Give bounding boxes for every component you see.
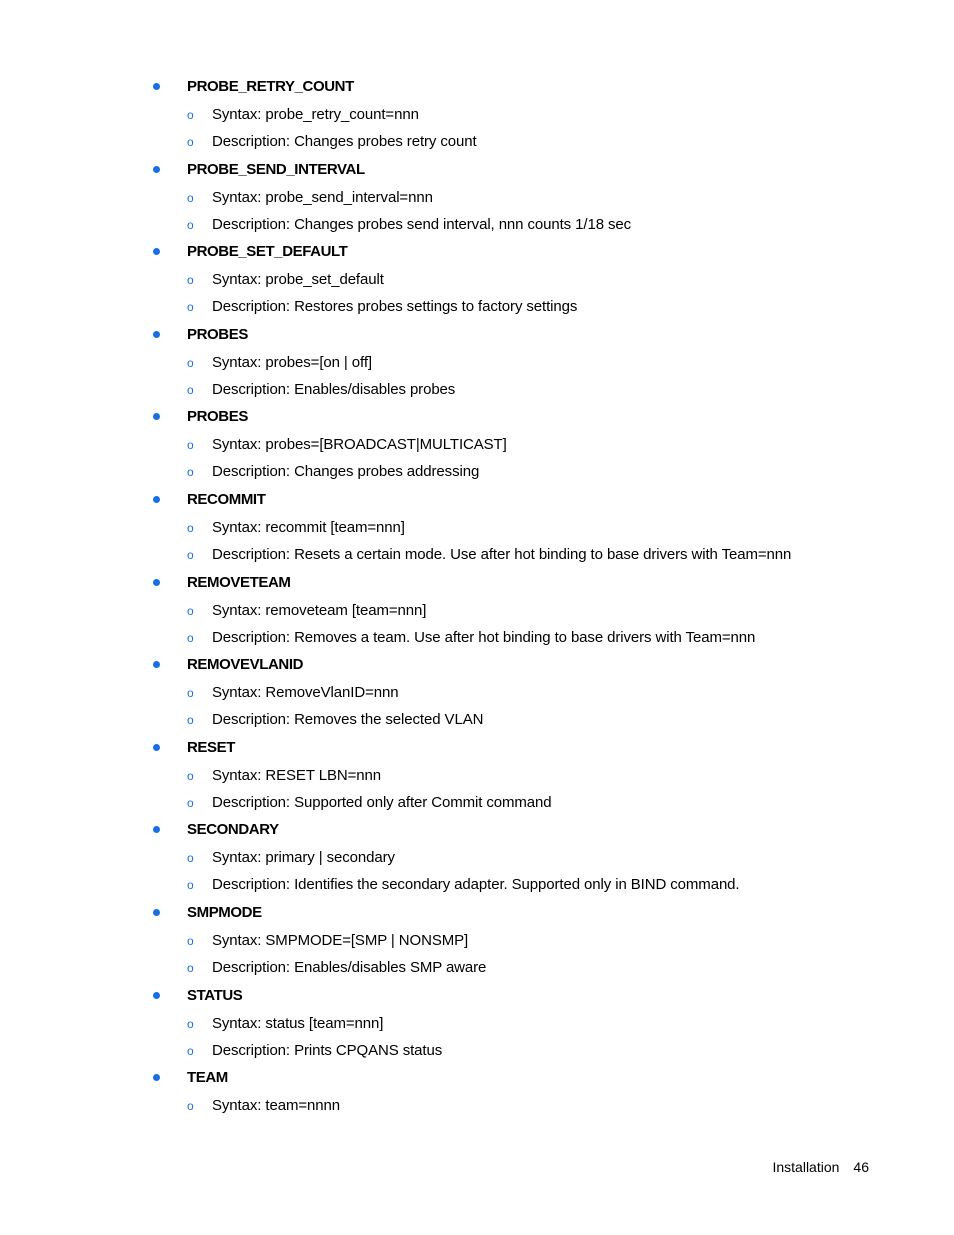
description-text: Description: Enables/disables probes [212, 380, 456, 398]
description-text: Description: Enables/disables SMP aware [212, 958, 487, 976]
circle-bullet-icon: o [187, 547, 194, 562]
circle-bullet-icon: o [187, 300, 194, 315]
bullet-icon [153, 579, 160, 586]
circle-bullet-icon: o [187, 795, 194, 810]
syntax-text: Syntax: RESET LBN=nnn [212, 766, 381, 784]
bullet-icon [153, 248, 160, 255]
syntax-line [0, 1095, 954, 1117]
description-line [0, 627, 954, 649]
description-line [0, 792, 954, 814]
circle-bullet-icon: o [187, 933, 194, 948]
page-number: 46 [853, 1159, 869, 1175]
syntax-text: Syntax: recommit [team=nnn] [212, 518, 405, 536]
description-text: Description: Removes a team. Use after hot binding to base drivers with Team=nnn [212, 628, 756, 646]
circle-bullet-icon: o [187, 630, 194, 645]
command-name: PROBES [187, 325, 248, 343]
circle-bullet-icon: o [187, 465, 194, 480]
description-text: Description: Resets a certain mode. Use after hot binding to base drivers with Team=nnn [212, 545, 792, 563]
page-footer [772, 1157, 869, 1177]
command-item [0, 486, 954, 569]
bullet-icon [153, 413, 160, 420]
command-name: RECOMMIT [187, 490, 266, 508]
command-name: REMOVEVLANID [187, 656, 304, 674]
syntax-line [0, 1013, 954, 1035]
command-item [0, 734, 954, 817]
command-name: SECONDARY [187, 821, 279, 839]
command-name: PROBE_RETRY_COUNT [187, 78, 354, 95]
command-name: TEAM [187, 1069, 228, 1087]
command-name: PROBE_SEND_INTERVAL [187, 160, 365, 178]
syntax-line [0, 765, 954, 787]
command-item [0, 1064, 954, 1147]
circle-bullet-icon: o [187, 851, 194, 866]
syntax-text: Syntax: status [team=nnn] [212, 1014, 384, 1032]
syntax-line [0, 269, 954, 291]
circle-bullet-icon: o [187, 438, 194, 453]
description-text: Description: Restores probes settings to factory settings [212, 298, 578, 316]
description-line [0, 544, 954, 566]
syntax-text: Syntax: probes=[on | off] [212, 353, 372, 371]
syntax-text: Syntax: probe_retry_count=nnn [212, 106, 419, 123]
command-item [0, 321, 954, 404]
syntax-text: Syntax: team=nnnn [212, 1097, 340, 1115]
circle-bullet-icon: o [187, 520, 194, 535]
circle-bullet-icon: o [187, 1043, 194, 1058]
syntax-line [0, 352, 954, 374]
command-name: SMPMODE [187, 903, 262, 921]
syntax-text: Syntax: removeteam [team=nnn] [212, 601, 427, 619]
command-item [0, 569, 954, 652]
description-text: Description: Supported only after Commit command [212, 793, 552, 811]
description-line [0, 379, 954, 401]
command-item [0, 982, 954, 1065]
command-item [0, 156, 954, 239]
circle-bullet-icon: o [187, 1099, 194, 1114]
bullet-icon [153, 826, 160, 833]
circle-bullet-icon: o [187, 878, 194, 893]
circle-bullet-icon: o [187, 960, 194, 975]
circle-bullet-icon: o [187, 768, 194, 783]
command-name: RESET [187, 738, 236, 756]
description-line [0, 214, 954, 236]
syntax-line [0, 187, 954, 209]
syntax-line [0, 434, 954, 456]
circle-bullet-icon: o [187, 273, 194, 288]
description-text: Description: Removes the selected VLAN [212, 711, 484, 729]
syntax-line [0, 930, 954, 952]
description-line [0, 461, 954, 483]
circle-bullet-icon: o [187, 108, 194, 122]
bullet-icon [153, 744, 160, 751]
syntax-text: Syntax: probe_send_interval=nnn [212, 188, 433, 206]
syntax-line [0, 847, 954, 869]
command-name: STATUS [187, 986, 243, 1004]
command-item [0, 651, 954, 734]
command-list [0, 73, 954, 1147]
syntax-text: Syntax: probes=[BROADCAST|MULTICAST] [212, 436, 507, 454]
description-text: Description: Changes probes retry count [212, 133, 477, 150]
description-text: Description: Prints CPQANS status [212, 1041, 443, 1059]
command-item [0, 899, 954, 982]
description-line [0, 131, 954, 153]
description-line [0, 874, 954, 896]
circle-bullet-icon: o [187, 217, 194, 232]
description-line [0, 709, 954, 731]
command-item [0, 816, 954, 899]
command-item [0, 238, 954, 321]
command-name: PROBES [187, 408, 248, 426]
circle-bullet-icon: o [187, 355, 194, 370]
circle-bullet-icon: o [187, 713, 194, 728]
syntax-text: Syntax: probe_set_default [212, 271, 384, 289]
circle-bullet-icon: o [187, 135, 194, 149]
bullet-icon [153, 992, 160, 999]
bullet-icon [153, 661, 160, 668]
bullet-icon [153, 496, 160, 503]
bullet-icon [153, 83, 160, 90]
syntax-text: Syntax: primary | secondary [212, 849, 395, 867]
description-text: Description: Identifies the secondary adapter. Supported only in BIND command. [212, 876, 740, 894]
description-text: Description: Changes probes send interval, nnn counts 1/18 sec [212, 215, 632, 233]
command-name: PROBE_SET_DEFAULT [187, 243, 348, 261]
bullet-icon [153, 909, 160, 916]
circle-bullet-icon: o [187, 190, 194, 205]
syntax-line [0, 517, 954, 539]
command-name: REMOVETEAM [187, 573, 291, 591]
bullet-icon [153, 166, 160, 173]
bullet-icon [153, 331, 160, 338]
description-line [0, 957, 954, 979]
syntax-line [0, 682, 954, 704]
circle-bullet-icon: o [187, 603, 194, 618]
circle-bullet-icon: o [187, 686, 194, 701]
syntax-text: Syntax: SMPMODE=[SMP | NONSMP] [212, 931, 469, 949]
bullet-icon [153, 1074, 160, 1081]
syntax-line [0, 104, 954, 126]
syntax-line [0, 600, 954, 622]
command-item [0, 403, 954, 486]
syntax-text: Syntax: RemoveVlanID=nnn [212, 684, 399, 702]
description-line [0, 1040, 954, 1062]
circle-bullet-icon: o [187, 1016, 194, 1031]
description-line [0, 296, 954, 318]
footer-section-label: Installation [772, 1159, 840, 1175]
description-text: Description: Changes probes addressing [212, 463, 480, 481]
circle-bullet-icon: o [187, 382, 194, 397]
command-item [0, 73, 954, 156]
